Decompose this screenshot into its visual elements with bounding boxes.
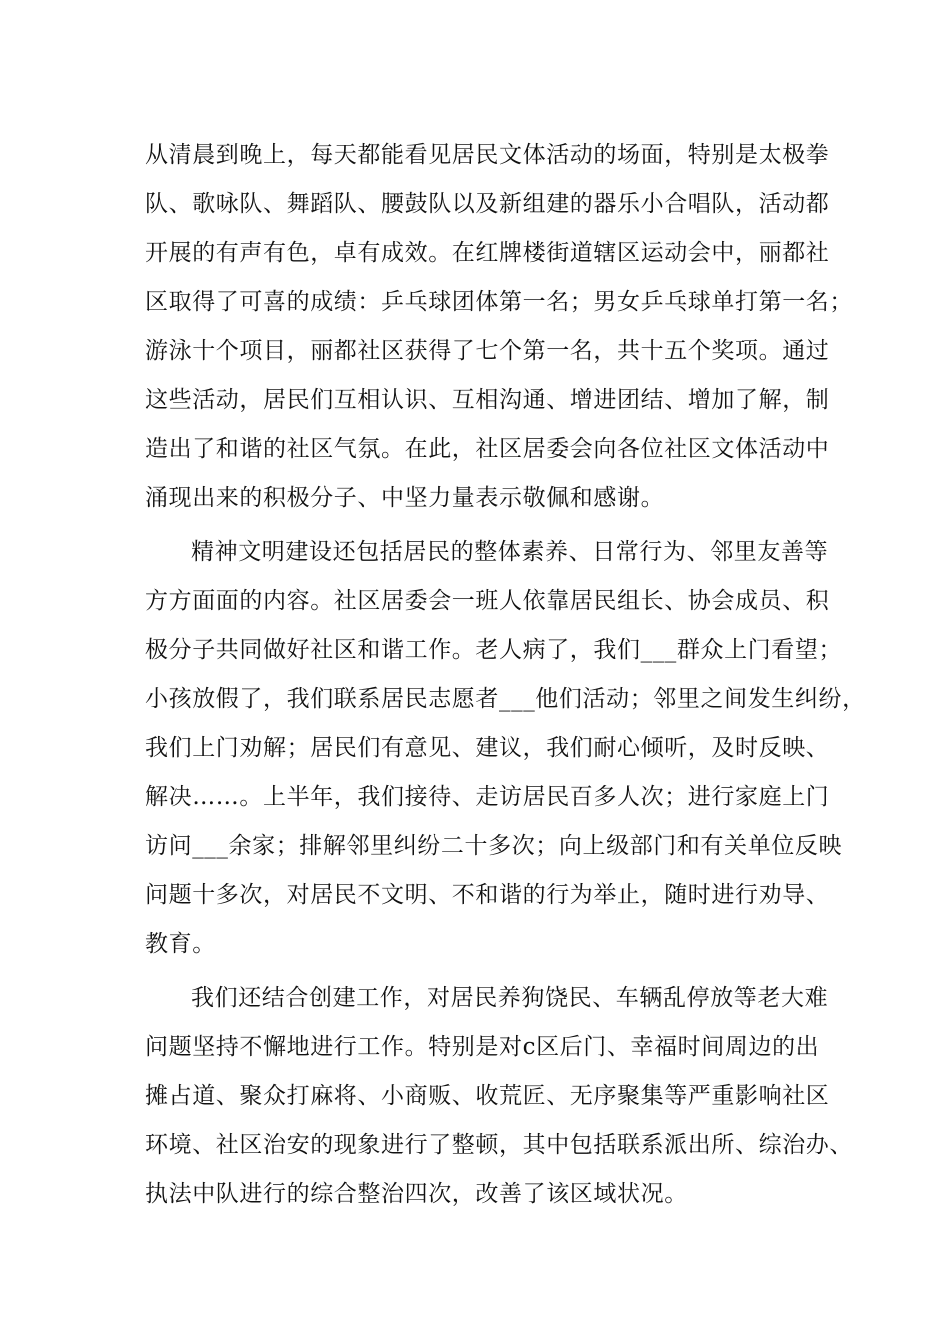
- paragraph-3-line-1: 我们还结合创建工作，对居民养狗饶民、车辆乱停放等老大难: [191, 985, 829, 1011]
- paragraph-3-line-2: 问题坚持不懈地进行工作。特别是对c区后门、幸福时间周边的出: [145, 1034, 820, 1060]
- paragraph-2-line-5: 我们上门劝解；居民们有意见、建议，我们耐心倾听，及时反映、: [145, 735, 830, 761]
- paragraph-2-line-8: 问题十多次，对居民不文明、不和谐的行为举止，随时进行劝导、: [145, 882, 830, 908]
- paragraph-1-line-6: 这些活动，居民们互相认识、互相沟通、增进团结、增加了解，制: [145, 387, 830, 413]
- paragraph-3-line-3: 摊占道、聚众打麻将、小商贩、收荒匠、无序聚集等严重影响社区: [145, 1083, 830, 1109]
- paragraph-2-line-6: 解决……。上半年，我们接待、走访居民百多人次；进行家庭上门: [145, 784, 830, 810]
- paragraph-1-line-1: 从清晨到晚上，每天都能看见居民文体活动的场面，特别是太极拳: [145, 142, 830, 168]
- paragraph-1-line-2: 队、歌咏队、舞蹈队、腰鼓队以及新组建的器乐小合唱队，活动都: [145, 191, 830, 217]
- paragraph-2-line-9: 教育。: [145, 931, 216, 957]
- paragraph-2-line-7: 访问___余家；排解邻里纠纷二十多次；向上级部门和有关单位反映: [145, 833, 843, 859]
- paragraph-1-line-4: 区取得了可喜的成绩：乒乓球团体第一名；男女乒乓球单打第一名；: [145, 289, 853, 315]
- paragraph-2-line-4: 小孩放假了，我们联系居民志愿者___他们活动；邻里之间发生纠纷，: [145, 686, 866, 712]
- paragraph-1-line-7: 造出了和谐的社区气氛。在此，社区居委会向各位社区文体活动中: [145, 436, 830, 462]
- paragraph-1-line-8: 涌现出来的积极分子、中坚力量表示敬佩和感谢。: [145, 485, 665, 511]
- paragraph-1-line-3: 开展的有声有色，卓有成效。在红牌楼街道辖区运动会中，丽都社: [145, 240, 830, 266]
- paragraph-2-line-3: 极分子共同做好社区和谐工作。老人病了，我们___群众上门看望；: [145, 637, 843, 663]
- paragraph-3-line-4: 环境、社区治安的现象进行了整顿，其中包括联系派出所、综治办、: [145, 1132, 853, 1158]
- paragraph-2-line-1: 精神文明建设还包括居民的整体素养、日常行为、邻里友善等: [191, 539, 829, 565]
- paragraph-1-line-5: 游泳十个项目，丽都社区获得了七个第一名，共十五个奖项。通过: [145, 338, 830, 364]
- paragraph-2-line-2: 方方面面的内容。社区居委会一班人依靠居民组长、协会成员、积: [145, 588, 830, 614]
- paragraph-3-line-5: 执法中队进行的综合整治四次，改善了该区域状况。: [145, 1181, 688, 1207]
